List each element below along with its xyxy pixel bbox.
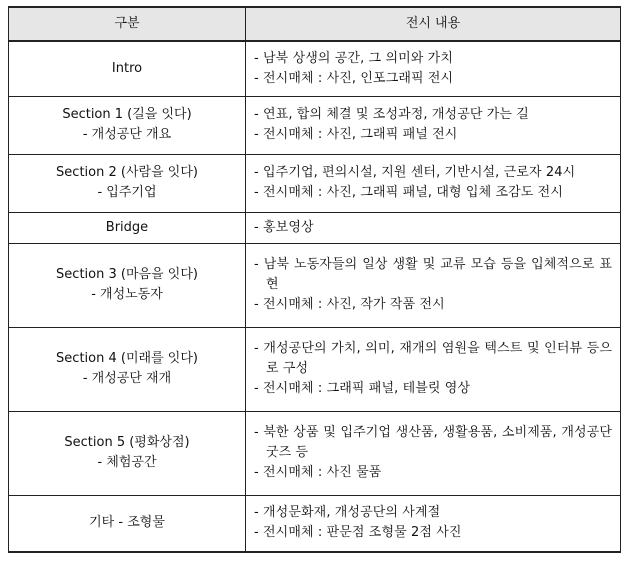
category-title: Intro (111, 60, 143, 76)
row-content (246, 495, 621, 552)
category-title: 기타 - 조형물 (89, 515, 165, 531)
content-item: - 전시매체 : 사진, 인포그래픽 전시 (254, 70, 454, 86)
row-category (9, 96, 246, 154)
row-category (9, 495, 246, 552)
row-content (246, 411, 621, 495)
table-row (9, 327, 621, 411)
content-item: - 전시매체 : 사진, 작가 작품 전시 (254, 297, 445, 312)
table-row (9, 212, 621, 243)
row-content (246, 212, 621, 243)
row-category (9, 243, 246, 327)
category-title: Section 4 (미래를 잇다) (56, 351, 198, 366)
row-category (9, 41, 246, 96)
content-item: - 남북 노동자들의 일상 생활 및 교류 모습 등을 입체적으로 표현 (254, 257, 612, 292)
header-content: 전시 내용 (246, 7, 621, 41)
content-item: - 전시매체 : 그래픽 패널, 테블릿 영상 (254, 381, 471, 396)
category-title: Bridge (105, 219, 149, 235)
category-title: Section 2 (사람을 잇다) (56, 165, 198, 180)
row-category (9, 411, 246, 495)
content-item: - 북한 상품 및 입주기업 생산품, 생활용품, 소비제품, 개성공단 굿즈 등 (254, 425, 612, 460)
category-subtitle: - 개성노동자 (91, 287, 163, 302)
category-subtitle: - 입주기업 (97, 185, 157, 200)
content-item: - 연표, 합의 체결 및 조성과정, 개성공단 가는 길 (254, 107, 529, 122)
category-subtitle: - 개성공단 개요 (82, 127, 172, 142)
content-item: - 전시매체 : 사진, 그래픽 패널, 대형 입체 조감도 전시 (254, 185, 563, 200)
table-header-row (9, 7, 621, 41)
category-subtitle: - 개성공단 재개 (82, 371, 172, 386)
row-category (9, 327, 246, 411)
content-item: - 개성공단의 가치, 의미, 재개의 염원을 텍스트 및 인터뷰 등으로 구성 (254, 341, 612, 376)
table-row (9, 154, 621, 212)
row-category (9, 154, 246, 212)
category-title: Section 3 (마음을 잇다) (56, 267, 198, 282)
row-content (246, 41, 621, 96)
row-content (246, 154, 621, 212)
table-row (9, 411, 621, 495)
category-title: Section 1 (길을 잇다) (62, 107, 192, 122)
table-row (9, 243, 621, 327)
row-content (246, 327, 621, 411)
table-row (9, 96, 621, 154)
category-subtitle: - 체험공간 (97, 455, 157, 470)
row-content (246, 243, 621, 327)
content-item: - 홍보영상 (254, 219, 314, 235)
table-row (9, 495, 621, 552)
row-content (246, 96, 621, 154)
exhibition-content-table (8, 6, 621, 553)
content-item: - 전시매체 : 판문점 조형물 2점 사진 (254, 525, 462, 541)
content-item: - 전시매체 : 사진 물품 (254, 465, 382, 480)
content-item: - 남북 상생의 공간, 그 의미와 가치 (254, 50, 453, 66)
category-title: Section 5 (평화상점) (64, 435, 190, 450)
row-category (9, 212, 246, 243)
content-item: - 입주기업, 편의시설, 지원 센터, 기반시설, 근로자 24시 (254, 165, 576, 180)
header-category: 구분 (9, 7, 246, 41)
exhibition-document (8, 6, 620, 553)
table-row (9, 41, 621, 96)
content-item: - 개성문화재, 개성공단의 사계절 (254, 505, 441, 521)
content-item: - 전시매체 : 사진, 그래픽 패널 전시 (254, 127, 458, 142)
